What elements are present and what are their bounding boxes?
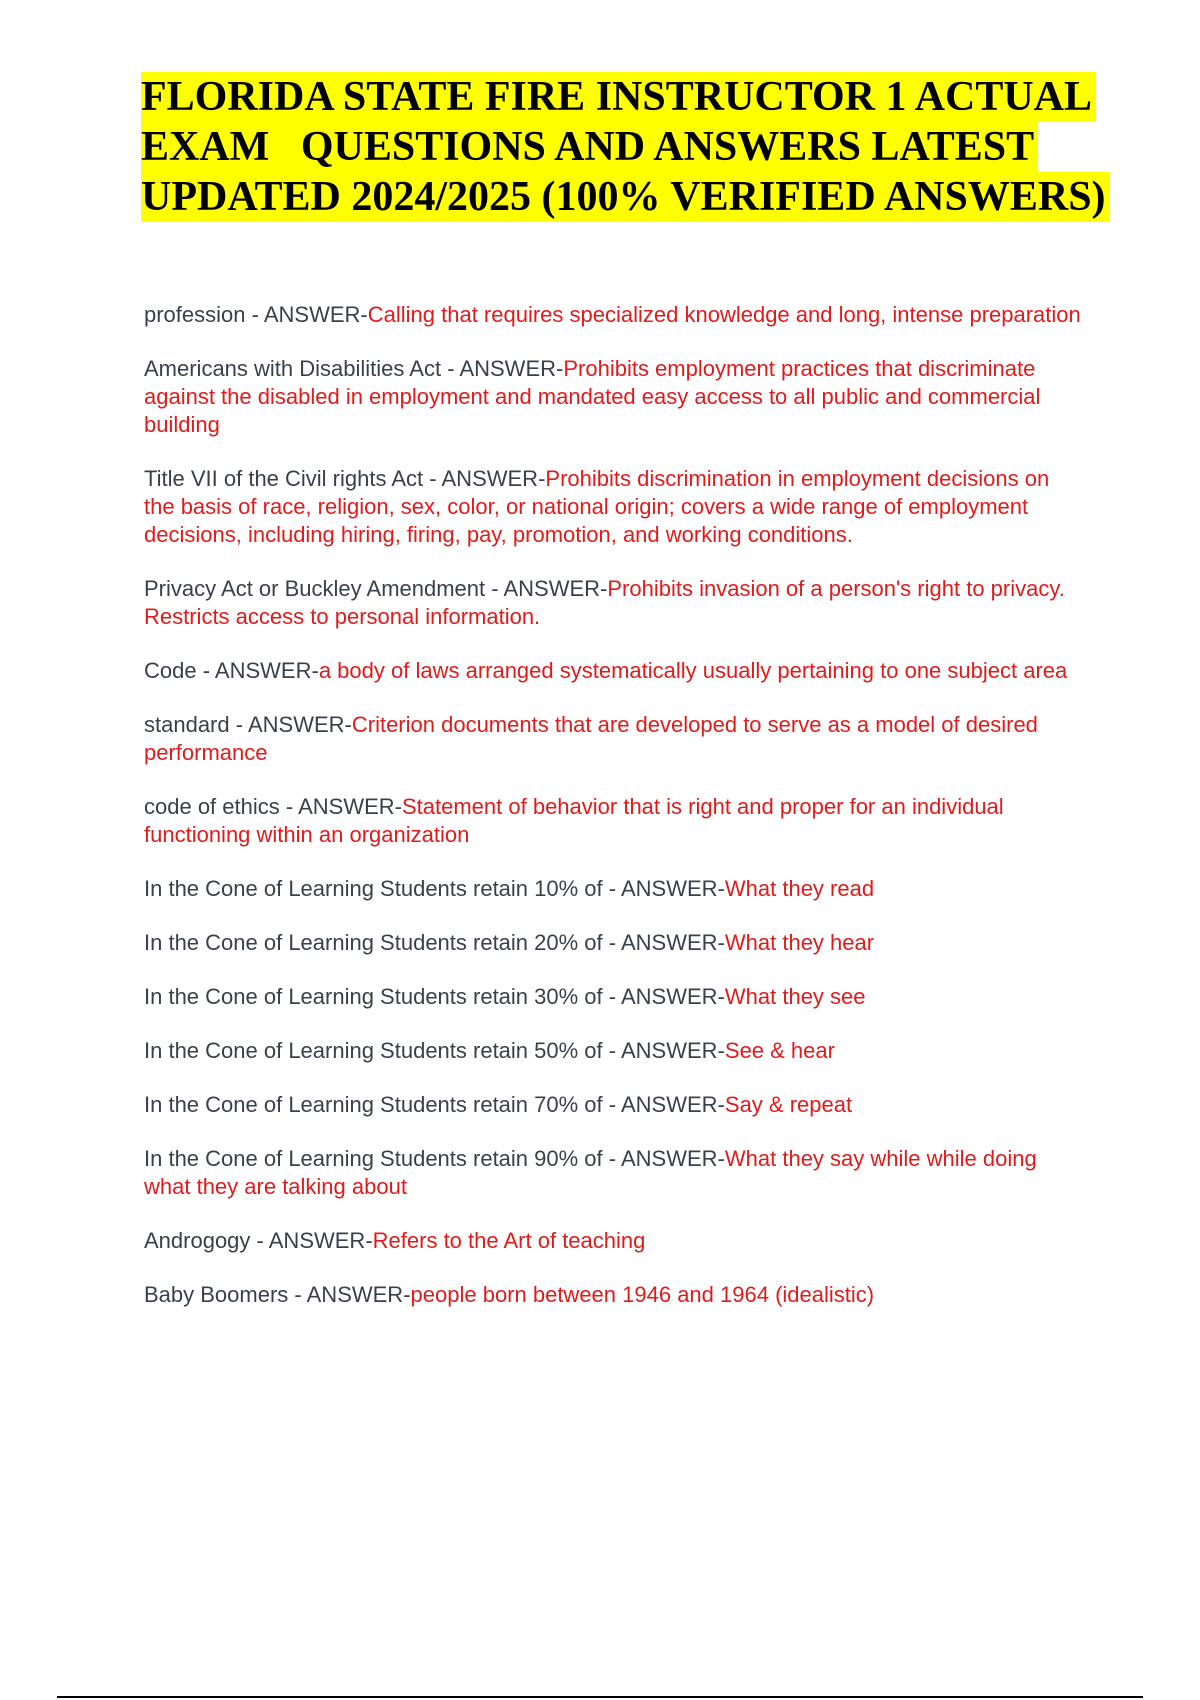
qa-term: profession bbox=[144, 302, 246, 327]
qa-item bbox=[144, 793, 1084, 849]
qa-answer: Prohibits discrimination in employment decisions on the basis of race, religion, sex, color, or national origin; covers a wide range of employment decisions, including hiring, firing, pay, promotion, and working conditions. bbox=[144, 466, 1050, 547]
title-line: FLORIDA STATE FIRE INSTRUCTOR 1 ACTUAL bbox=[141, 72, 1096, 122]
qa-term: Privacy Act or Buckley Amendment bbox=[144, 576, 486, 601]
qa-item bbox=[144, 1227, 1084, 1255]
qa-item bbox=[144, 301, 1084, 329]
answer-separator: - ANSWER- bbox=[602, 1038, 725, 1063]
document-title bbox=[141, 72, 1181, 222]
qa-term: Baby Boomers bbox=[144, 1282, 289, 1307]
qa-answer: Prohibits employment practices that discriminate against the disabled in employment and mandated easy access to all public and commercial building bbox=[144, 356, 1041, 437]
answer-separator: - ANSWER- bbox=[485, 576, 608, 601]
qa-answer: Calling that requires specialized knowledge and long, intense preparation bbox=[367, 302, 1081, 327]
qa-item bbox=[144, 657, 1084, 685]
qa-item bbox=[144, 1037, 1084, 1065]
qa-list bbox=[144, 301, 1084, 1335]
answer-separator: - ANSWER- bbox=[602, 1092, 725, 1117]
qa-term: In the Cone of Learning Students retain 50% of bbox=[144, 1038, 603, 1063]
qa-item bbox=[144, 575, 1084, 631]
answer-separator: - ANSWER- bbox=[602, 930, 725, 955]
qa-answer: What they hear bbox=[724, 930, 875, 955]
answer-separator: - ANSWER- bbox=[196, 658, 319, 683]
qa-term: In the Cone of Learning Students retain 30% of bbox=[144, 984, 603, 1009]
answer-separator: - ANSWER- bbox=[288, 1282, 411, 1307]
qa-item bbox=[144, 711, 1084, 767]
qa-item bbox=[144, 1281, 1084, 1309]
qa-term: In the Cone of Learning Students retain 20% of bbox=[144, 930, 603, 955]
footer-rule bbox=[57, 1696, 1143, 1698]
answer-separator: - ANSWER- bbox=[250, 1228, 373, 1253]
qa-answer: Statement of behavior that is right and proper for an individual functioning within an organization bbox=[144, 794, 1004, 847]
answer-separator: - ANSWER- bbox=[602, 1146, 725, 1171]
qa-term: Title VII of the Civil rights Act bbox=[144, 466, 424, 491]
qa-answer: See & hear bbox=[724, 1038, 835, 1063]
qa-answer: Criterion documents that are developed to serve as a model of desired performance bbox=[144, 712, 1038, 765]
qa-answer: Prohibits invasion of a person's right to privacy. Restricts access to personal information. bbox=[144, 576, 1065, 629]
qa-term: In the Cone of Learning Students retain 70% of bbox=[144, 1092, 603, 1117]
qa-item bbox=[144, 929, 1084, 957]
qa-term: code of ethics bbox=[144, 794, 280, 819]
qa-item bbox=[144, 465, 1084, 549]
qa-item bbox=[144, 355, 1084, 439]
qa-answer: What they say while while doing what they are talking about bbox=[144, 1146, 1037, 1199]
qa-answer: a body of laws arranged systematically usually pertaining to one subject area bbox=[318, 658, 1068, 683]
qa-item bbox=[144, 983, 1084, 1011]
qa-item bbox=[144, 1145, 1084, 1201]
title-line: EXAM QUESTIONS AND ANSWERS LATEST bbox=[141, 122, 1038, 172]
qa-item bbox=[144, 1091, 1084, 1119]
answer-separator: - ANSWER- bbox=[245, 302, 368, 327]
title-line: UPDATED 2024/2025 (100% VERIFIED ANSWERS) bbox=[141, 172, 1110, 222]
qa-answer: Refers to the Art of teaching bbox=[372, 1228, 646, 1253]
qa-term: standard bbox=[144, 712, 230, 737]
qa-answer: What they see bbox=[724, 984, 866, 1009]
answer-separator: - ANSWER- bbox=[279, 794, 402, 819]
qa-answer: people born between 1946 and 1964 (idealistic) bbox=[410, 1282, 875, 1307]
qa-term: In the Cone of Learning Students retain 10% of bbox=[144, 876, 603, 901]
qa-answer: Say & repeat bbox=[724, 1092, 853, 1117]
answer-separator: - ANSWER- bbox=[441, 356, 564, 381]
qa-item bbox=[144, 875, 1084, 903]
qa-term: Americans with Disabilities Act bbox=[144, 356, 442, 381]
answer-separator: - ANSWER- bbox=[229, 712, 352, 737]
qa-answer: What they read bbox=[724, 876, 875, 901]
answer-separator: - ANSWER- bbox=[423, 466, 546, 491]
qa-term: Androgogy bbox=[144, 1228, 251, 1253]
qa-term: In the Cone of Learning Students retain 90% of bbox=[144, 1146, 603, 1171]
answer-separator: - ANSWER- bbox=[602, 876, 725, 901]
answer-separator: - ANSWER- bbox=[602, 984, 725, 1009]
qa-term: Code bbox=[144, 658, 197, 683]
